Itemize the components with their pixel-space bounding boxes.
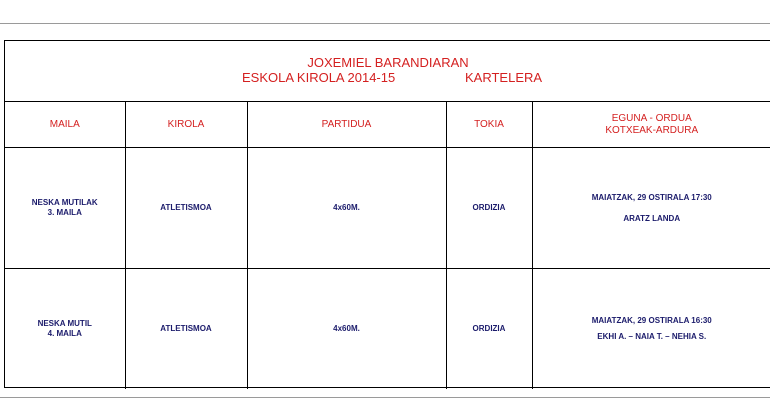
schedule-table-frame <box>4 40 770 388</box>
table-row <box>5 148 770 269</box>
title-kartelera: KARTELERA <box>465 70 543 85</box>
table-row <box>5 269 770 390</box>
eguna-ordua: MAIATZAK, 29 OSTIRALA 16:30 <box>591 316 712 325</box>
maila-level: 4. MAILA <box>47 329 82 338</box>
cell-eguna <box>532 269 770 390</box>
cell-tokia: ORDIZIA <box>446 148 532 269</box>
title-program: ESKOLA KIROLA 2014-15 <box>242 70 396 85</box>
cell-partidua: 4x60M. <box>247 148 446 269</box>
cell-kirola: ATLETISMOA <box>125 148 247 269</box>
header-eguna <box>532 102 770 148</box>
cell-tokia: ORDIZIA <box>446 269 532 390</box>
header-row <box>5 102 770 148</box>
header-kotxeak-ardura: KOTXEAK-ARDURA <box>605 124 699 136</box>
cell-eguna <box>532 148 770 269</box>
ardura: EKHI A. – NAIA T. – NEHIA S. <box>597 332 707 341</box>
cell-maila <box>5 148 125 269</box>
header-tokia: TOKIA <box>446 102 532 148</box>
ardura: ARATZ LANDA <box>623 213 681 223</box>
header-eguna-ordua: EGUNA - ORDUA <box>611 112 692 124</box>
cell-partidua: 4x60M. <box>247 269 446 390</box>
maila-group: NESKA MUTILAK <box>31 198 98 207</box>
header-partidua: PARTIDUA <box>247 102 446 148</box>
maila-group: NESKA MUTIL <box>37 319 92 328</box>
cell-kirola: ATLETISMOA <box>125 269 247 390</box>
maila-level: 3. MAILA <box>47 208 82 217</box>
bottom-rule <box>0 397 770 398</box>
title-school: JOXEMIEL BARANDIARAN <box>307 55 469 70</box>
schedule-table <box>5 102 770 389</box>
table-title <box>5 41 770 102</box>
cell-maila <box>5 269 125 390</box>
header-maila: MAILA <box>5 102 125 148</box>
top-rule <box>0 23 770 24</box>
eguna-ordua: MAIATZAK, 29 OSTIRALA 17:30 <box>591 192 712 202</box>
header-kirola: KIROLA <box>125 102 247 148</box>
